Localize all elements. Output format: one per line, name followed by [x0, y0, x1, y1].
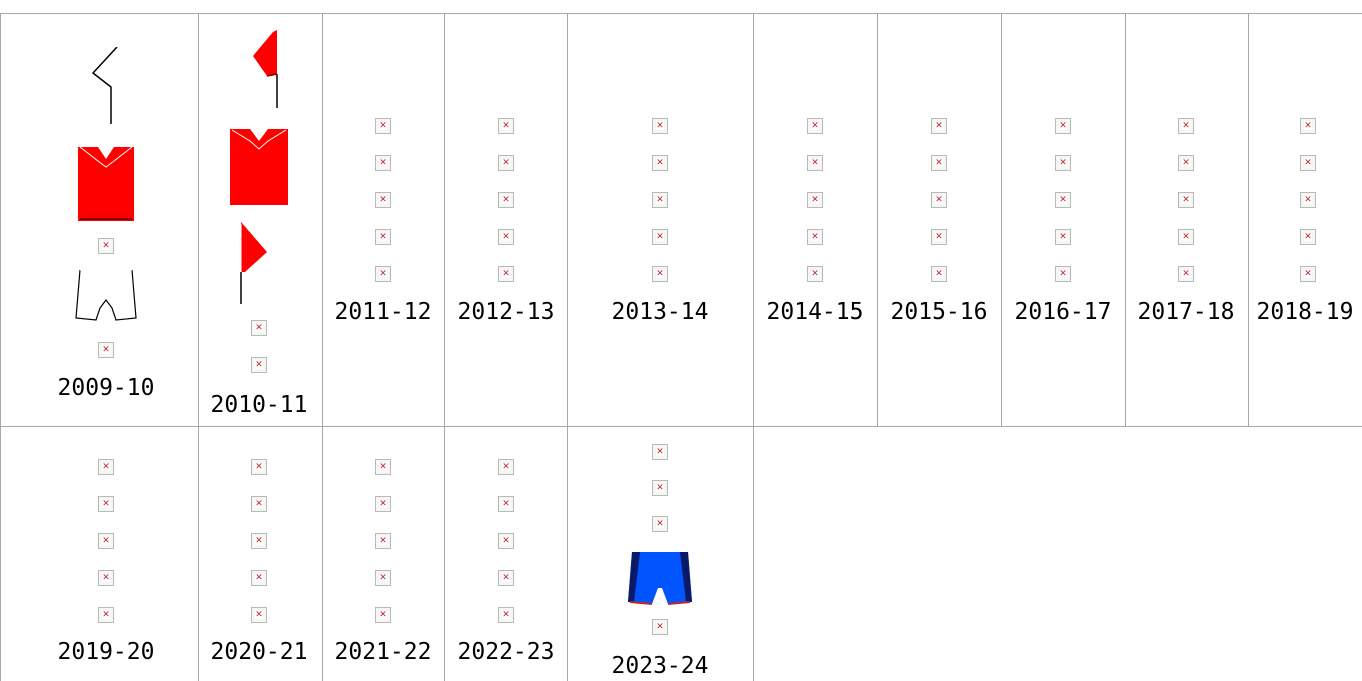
column-divider [198, 13, 199, 681]
season-label: 2023-24 [611, 653, 709, 679]
kit-left-arm-image [237, 30, 281, 110]
broken-image-icon [98, 459, 114, 475]
season-label: 2019-20 [57, 639, 155, 665]
season-label: 2013-14 [611, 299, 709, 325]
broken-image-icon [375, 533, 391, 549]
broken-image-icon [1055, 155, 1071, 171]
broken-image-icon [807, 192, 823, 208]
broken-image-icon [375, 459, 391, 475]
season-label: 2017-18 [1137, 299, 1235, 325]
season-label: 2011-12 [334, 299, 432, 325]
column-divider [753, 13, 754, 681]
broken-image-icon [807, 266, 823, 282]
broken-image-icon [375, 192, 391, 208]
broken-image-icon [1055, 229, 1071, 245]
broken-image-icon [807, 118, 823, 134]
broken-image-icon [251, 533, 267, 549]
broken-image-icon [498, 607, 514, 623]
broken-image-icon [1178, 155, 1194, 171]
broken-image-icon [931, 192, 947, 208]
broken-image-icon [251, 607, 267, 623]
broken-image-icon [652, 480, 668, 496]
kit-shorts-image [70, 268, 142, 328]
broken-image-icon [1178, 229, 1194, 245]
broken-image-icon [652, 155, 668, 171]
season-label: 2015-16 [890, 299, 988, 325]
table-border-top [0, 13, 1362, 14]
broken-image-icon [931, 229, 947, 245]
season-label: 2022-23 [457, 639, 555, 665]
kit-left-arm-image [89, 47, 123, 127]
season-label: 2021-22 [334, 639, 432, 665]
broken-image-icon [931, 155, 947, 171]
broken-image-icon [98, 342, 114, 358]
broken-image-icon [251, 496, 267, 512]
broken-image-icon [375, 496, 391, 512]
season-label: 2018-19 [1256, 299, 1354, 325]
column-divider [1125, 13, 1126, 426]
season-label: 2012-13 [457, 299, 555, 325]
broken-image-icon [652, 444, 668, 460]
column-divider [1248, 13, 1249, 426]
broken-image-icon [498, 533, 514, 549]
broken-image-icon [1055, 192, 1071, 208]
broken-image-icon [375, 570, 391, 586]
broken-image-icon [251, 570, 267, 586]
season-label: 2014-15 [766, 299, 864, 325]
broken-image-icon [251, 459, 267, 475]
season-label: 2016-17 [1014, 299, 1112, 325]
broken-image-icon [251, 357, 267, 373]
broken-image-icon [652, 229, 668, 245]
broken-image-icon [807, 155, 823, 171]
kit-shirt-image [230, 127, 288, 207]
table-border-left [0, 13, 1, 681]
broken-image-icon [498, 570, 514, 586]
column-divider [877, 13, 878, 426]
column-divider [1001, 13, 1002, 426]
broken-image-icon [498, 229, 514, 245]
broken-image-icon [98, 607, 114, 623]
broken-image-icon [1178, 192, 1194, 208]
season-label: 2020-21 [210, 639, 308, 665]
broken-image-icon [1178, 118, 1194, 134]
column-divider [444, 13, 445, 681]
broken-image-icon [375, 266, 391, 282]
broken-image-icon [652, 516, 668, 532]
broken-image-icon [498, 496, 514, 512]
broken-image-icon [498, 118, 514, 134]
kit-right-arm-image [237, 222, 281, 306]
broken-image-icon [931, 118, 947, 134]
table-row-divider [0, 426, 1362, 427]
broken-image-icon [931, 266, 947, 282]
broken-image-icon [1300, 155, 1316, 171]
broken-image-icon [98, 570, 114, 586]
broken-image-icon [498, 459, 514, 475]
broken-image-icon [375, 155, 391, 171]
broken-image-icon [1300, 229, 1316, 245]
broken-image-icon [1300, 266, 1316, 282]
column-divider [322, 13, 323, 681]
broken-image-icon [1300, 192, 1316, 208]
broken-image-icon [375, 607, 391, 623]
broken-image-icon [498, 192, 514, 208]
broken-image-icon [807, 229, 823, 245]
broken-image-icon [98, 238, 114, 254]
broken-image-icon [652, 619, 668, 635]
broken-image-icon [1178, 266, 1194, 282]
broken-image-icon [375, 118, 391, 134]
broken-image-icon [498, 155, 514, 171]
broken-image-icon [652, 192, 668, 208]
broken-image-icon [498, 266, 514, 282]
broken-image-icon [98, 496, 114, 512]
broken-image-icon [251, 320, 267, 336]
kit-shorts-image [624, 550, 696, 606]
broken-image-icon [652, 266, 668, 282]
broken-image-icon [652, 118, 668, 134]
broken-image-icon [98, 533, 114, 549]
season-label: 2009-10 [57, 375, 155, 401]
kit-shirt-image [78, 143, 134, 223]
broken-image-icon [1300, 118, 1316, 134]
broken-image-icon [375, 229, 391, 245]
broken-image-icon [1055, 118, 1071, 134]
column-divider [567, 13, 568, 681]
season-label: 2010-11 [210, 392, 308, 418]
broken-image-icon [1055, 266, 1071, 282]
